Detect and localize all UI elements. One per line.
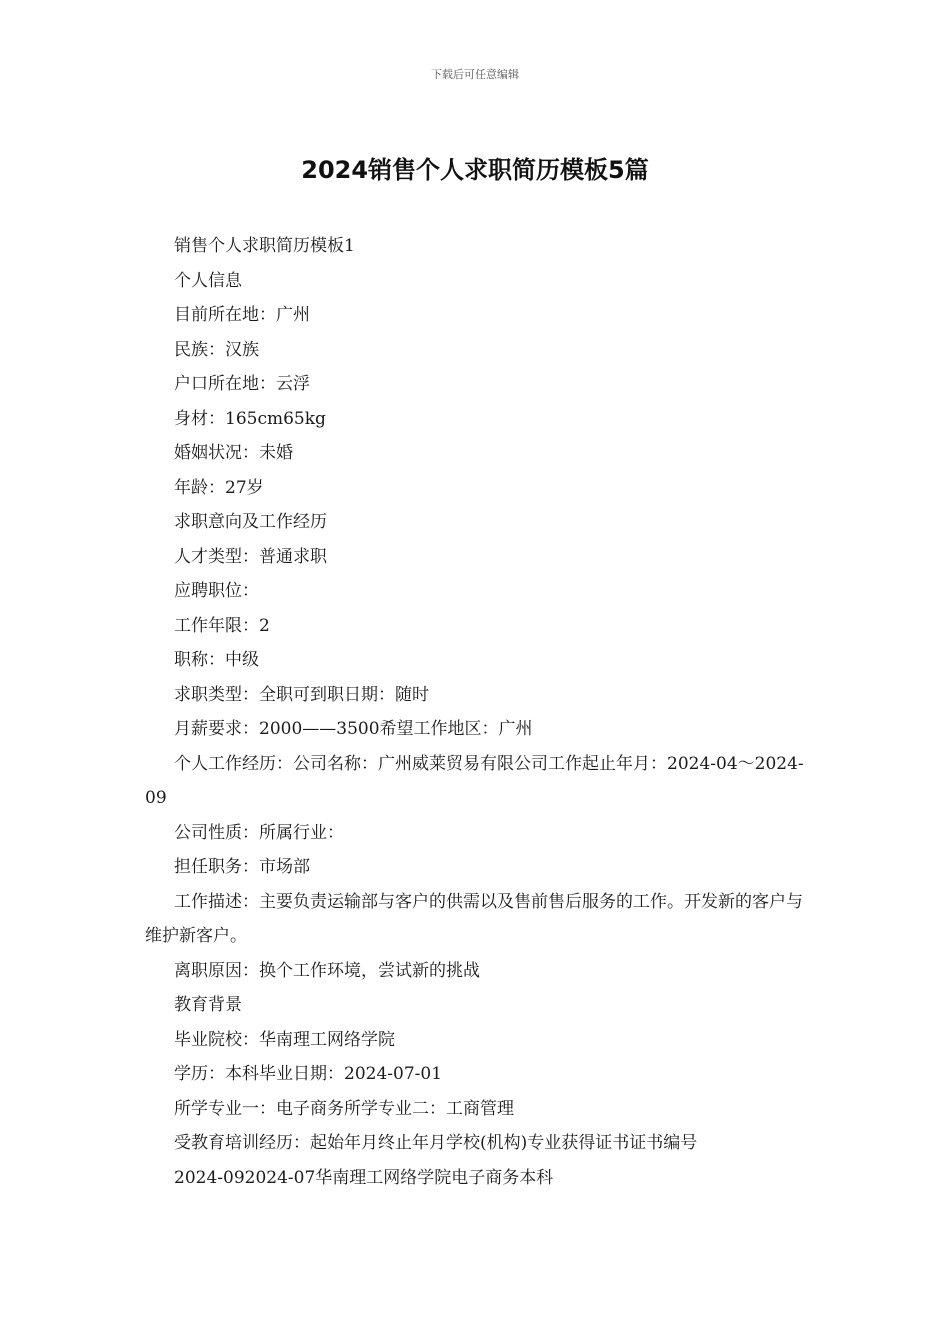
document-body (145, 229, 810, 1195)
paragraph-leave-reason: 离职原因：换个工作环境，尝试新的挑战 (174, 960, 480, 981)
paragraph-training-history: 受教育培训经历：起始年月终止年月学校(机构)专业获得证书证书编号 (174, 1133, 698, 1153)
paragraph-school: 毕业院校：华南理工网络学院 (174, 1029, 395, 1050)
paragraph-company-nature: 公司性质：所属行业： (174, 822, 344, 843)
paragraph-work-years: 工作年限：2 (174, 615, 270, 636)
paragraph-degree: 学历：本科毕业日期：2024-07-01 (174, 1064, 443, 1084)
paragraph-age: 年龄：27岁 (174, 477, 264, 498)
paragraph-marital-status: 婚姻状况：未婚 (174, 443, 293, 463)
paragraph-height-weight: 身材：165cm65kg (174, 408, 326, 429)
header-note: 下载后可任意编辑 (431, 68, 519, 81)
paragraph-salary: 月薪要求：2000——3500希望工作地区：广州 (174, 719, 533, 739)
paragraph-job-title: 职称：中级 (174, 650, 259, 670)
paragraph-major: 所学专业一：电子商务所学专业二：工商管理 (174, 1098, 514, 1119)
paragraph-work-history: 个人工作经历：公司名称：广州威莱贸易有限公司工作起止年月：2024-04～2024-09 (145, 753, 804, 808)
paragraph-education-heading: 教育背景 (174, 995, 242, 1015)
paragraph-ethnicity: 民族：汉族 (174, 339, 259, 360)
paragraph-location: 目前所在地：广州 (174, 305, 310, 325)
document-title: 2024销售个人求职简历模板5篇 (301, 156, 649, 184)
paragraph-talent-type: 人才类型：普通求职 (174, 546, 327, 567)
paragraph-section-heading: 销售个人求职简历模板1 (174, 236, 355, 256)
paragraph-training-entry: 2024-092024-07华南理工网络学院电子商务本科 (174, 1167, 554, 1188)
paragraph-position: 应聘职位： (174, 581, 259, 601)
paragraph-personal-info-heading: 个人信息 (174, 270, 242, 291)
paragraph-hukou: 户口所在地：云浮 (174, 374, 310, 394)
paragraph-job-type: 求职类型：全职可到职日期：随时 (174, 684, 429, 705)
paragraph-job-description: 工作描述：主要负责运输部与客户的供需以及售前售后服务的工作。开发新的客户与维护新客户。 (145, 891, 803, 946)
paragraph-job-intent-heading: 求职意向及工作经历 (174, 512, 327, 532)
paragraph-role: 担任职务：市场部 (174, 857, 310, 877)
